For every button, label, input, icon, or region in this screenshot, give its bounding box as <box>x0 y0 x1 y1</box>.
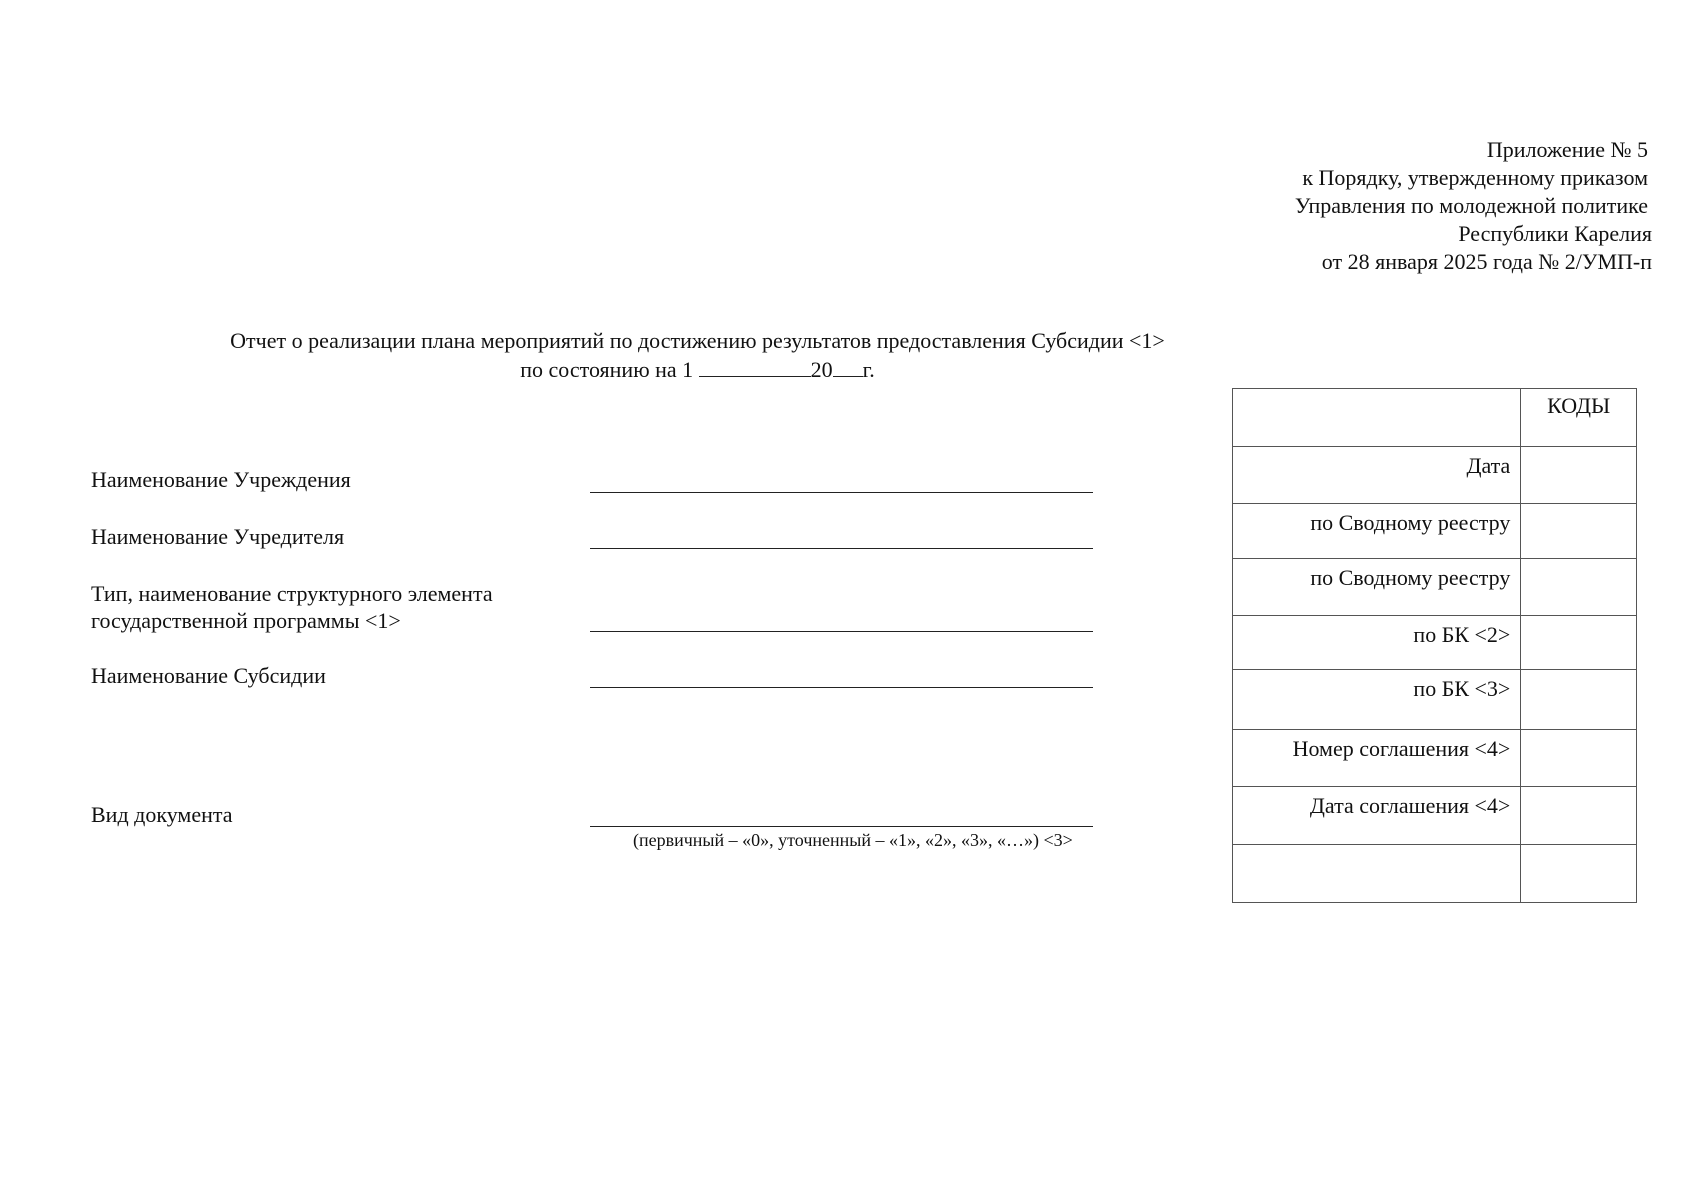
founder-field[interactable] <box>590 548 1093 549</box>
report-date-year-blank[interactable] <box>833 356 863 377</box>
codes-table <box>1232 388 1637 903</box>
codes-row-registry-1 <box>1233 504 1637 559</box>
report-date-prefix: по состоянию на 1 <box>520 357 694 382</box>
codes-header: КОДЫ <box>1521 389 1637 447</box>
codes-row-bk-3 <box>1233 670 1637 730</box>
institution-field[interactable] <box>590 492 1093 493</box>
codes-value-empty[interactable] <box>1521 845 1637 903</box>
codes-value-agreement-number[interactable] <box>1521 730 1637 787</box>
codes-label-registry-2: по Сводному реестру <box>1233 559 1521 616</box>
founder-label: Наименование Учредителя <box>91 524 345 549</box>
program-label-line1: Тип, наименование структурного элемента <box>91 581 493 606</box>
codes-header-row <box>1233 389 1637 447</box>
subsidy-field[interactable] <box>590 687 1093 688</box>
codes-value-agreement-date[interactable] <box>1521 787 1637 845</box>
codes-value-registry-2[interactable] <box>1521 559 1637 616</box>
program-field[interactable] <box>590 631 1093 632</box>
program-label-line2: государственной программы <1> <box>91 608 401 633</box>
codes-row-bk-2 <box>1233 616 1637 670</box>
codes-label-date: Дата <box>1233 447 1521 504</box>
report-date-month-blank[interactable] <box>699 356 811 377</box>
codes-header-empty <box>1233 389 1521 447</box>
codes-value-bk-2[interactable] <box>1521 616 1637 670</box>
codes-label-agreement-number: Номер соглашения <4> <box>1233 730 1521 787</box>
subsidy-label: Наименование Субсидии <box>91 663 326 688</box>
codes-label-registry-1: по Сводному реестру <box>1233 504 1521 559</box>
doc-type-label: Вид документа <box>91 802 233 827</box>
order-date-number: от 28 января 2025 года № 2/УМП-п <box>1321 249 1652 274</box>
codes-label-bk-3: по БК <3> <box>1233 670 1521 730</box>
report-title: Отчет о реализации плана мероприятий по достижению результатов предоставления Субсидии <1> <box>230 328 1165 353</box>
codes-row-registry-2 <box>1233 559 1637 616</box>
codes-row-date <box>1233 447 1637 504</box>
republic-name: Республики Карелия <box>1458 221 1652 246</box>
codes-row-empty <box>1233 845 1637 903</box>
report-date-suffix: г. <box>862 357 875 382</box>
codes-row-agreement-number <box>1233 730 1637 787</box>
codes-value-date[interactable] <box>1521 447 1637 504</box>
issuing-authority: Управления по молодежной политике <box>1294 193 1648 218</box>
codes-row-agreement-date <box>1233 787 1637 845</box>
codes-label-bk-2: по БК <2> <box>1233 616 1521 670</box>
doc-type-field[interactable] <box>590 826 1093 827</box>
codes-value-bk-3[interactable] <box>1521 670 1637 730</box>
order-reference: к Порядку, утвержденному приказом <box>1302 165 1648 190</box>
codes-label-agreement-date: Дата соглашения <4> <box>1233 787 1521 845</box>
report-date-year-prefix: 20 <box>810 357 833 382</box>
institution-label: Наименование Учреждения <box>91 467 351 492</box>
codes-value-registry-1[interactable] <box>1521 504 1637 559</box>
codes-label-empty <box>1233 845 1521 903</box>
doc-type-hint: (первичный – «0», уточненный – «1», «2», «3», «…») <3> <box>633 830 1073 850</box>
appendix-number: Приложение № 5 <box>1486 137 1648 162</box>
report-date-line <box>0 356 1395 383</box>
